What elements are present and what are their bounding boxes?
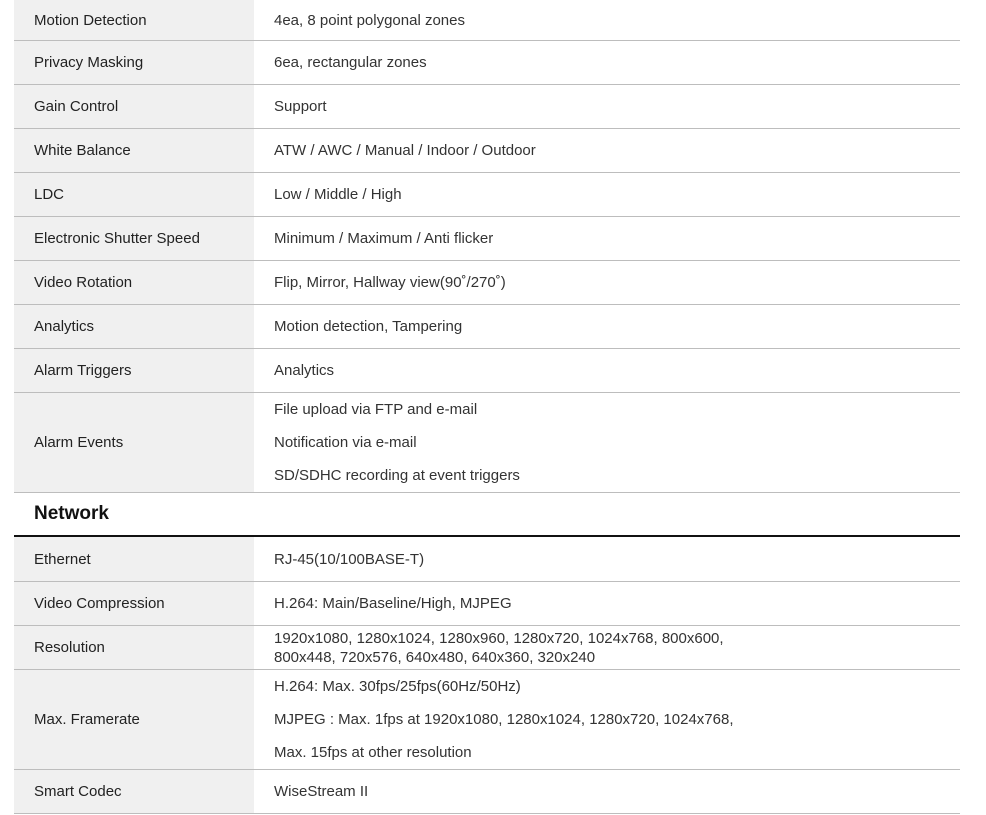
spec-value: Minimum / Maximum / Anti flicker xyxy=(274,230,494,247)
section-title-network: Network xyxy=(14,493,960,537)
spec-row-privacy-masking xyxy=(14,41,960,85)
spec-label: Analytics xyxy=(14,305,254,348)
spec-value-line: 800x448, 720x576, 640x480, 640x360, 320x240 xyxy=(274,648,596,666)
spec-value-line: 1920x1080, 1280x1024, 1280x960, 1280x720, 1024x768, 800x600, xyxy=(274,629,724,647)
spec-value: 4ea, 8 point polygonal zones xyxy=(274,11,465,29)
spec-label: Electronic Shutter Speed xyxy=(14,217,254,260)
spec-row-analytics xyxy=(14,305,960,349)
spec-label: Alarm Triggers xyxy=(14,349,254,392)
spec-row-video-rotation xyxy=(14,261,960,305)
spec-row-video-compression xyxy=(14,582,960,626)
spec-label: Gain Control xyxy=(14,85,254,128)
spec-row-motion-detection xyxy=(14,0,960,41)
spec-value: Support xyxy=(274,98,327,115)
spec-label: Resolution xyxy=(14,626,254,669)
spec-label: Video Rotation xyxy=(14,261,254,304)
spec-row-ldc xyxy=(14,173,960,217)
spec-value: Flip, Mirror, Hallway view(90˚/270˚) xyxy=(274,274,506,291)
spec-sheet xyxy=(14,0,960,814)
spec-value: Low / Middle / High xyxy=(274,186,402,203)
spec-value: ATW / AWC / Manual / Indoor / Outdoor xyxy=(274,142,536,159)
spec-value-line: H.264: Max. 30fps/25fps(60Hz/50Hz) xyxy=(274,678,521,695)
spec-label: Alarm Events xyxy=(14,393,254,492)
spec-value-line: SD/SDHC recording at event triggers xyxy=(274,467,520,484)
spec-value-line: Notification via e-mail xyxy=(274,434,417,451)
spec-label: Max. Framerate xyxy=(14,670,254,769)
spec-label: Smart Codec xyxy=(14,770,254,813)
spec-label: Motion Detection xyxy=(14,0,254,40)
spec-row-resolution xyxy=(14,626,960,670)
spec-value: 6ea, rectangular zones xyxy=(274,54,427,71)
spec-value: RJ-45(10/100BASE-T) xyxy=(274,550,425,568)
spec-label: Ethernet xyxy=(14,537,254,581)
spec-value xyxy=(254,626,960,669)
spec-value: Analytics xyxy=(274,362,335,379)
spec-value-line: MJPEG : Max. 1fps at 1920x1080, 1280x1024, 1280x720, 1024x768, xyxy=(274,711,734,728)
spec-value: WiseStream II xyxy=(274,783,369,800)
spec-label: White Balance xyxy=(14,129,254,172)
spec-row-gain-control xyxy=(14,85,960,129)
spec-row-alarm-events xyxy=(14,393,960,493)
spec-row-electronic-shutter-speed xyxy=(14,217,960,261)
spec-value xyxy=(254,670,960,769)
spec-label: Video Compression xyxy=(14,582,254,625)
spec-value-line: Max. 15fps at other resolution xyxy=(274,744,472,761)
spec-label: LDC xyxy=(14,173,254,216)
spec-row-alarm-triggers xyxy=(14,349,960,393)
spec-row-ethernet xyxy=(14,537,960,582)
spec-value-line: File upload via FTP and e-mail xyxy=(274,401,478,418)
spec-row-smart-codec xyxy=(14,770,960,814)
spec-value: H.264: Main/Baseline/High, MJPEG xyxy=(274,595,512,612)
spec-row-white-balance xyxy=(14,129,960,173)
spec-row-max-framerate xyxy=(14,670,960,770)
spec-value: Motion detection, Tampering xyxy=(274,318,463,335)
spec-value xyxy=(254,393,960,492)
spec-label: Privacy Masking xyxy=(14,41,254,84)
